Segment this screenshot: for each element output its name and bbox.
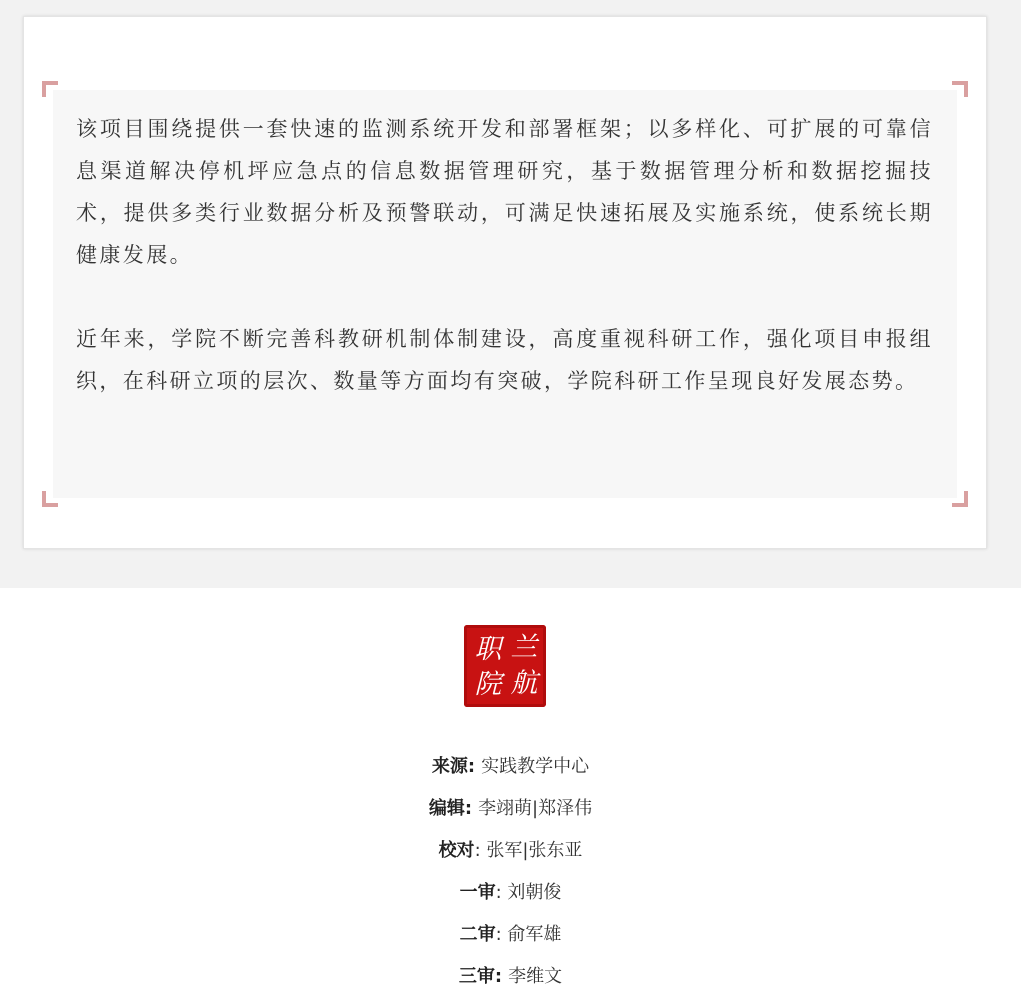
article-paragraph: 近年来，学院不断完善科教研机制体制建设，高度重视科研工作，强化项目申报组织，在科研立项的层次、数量等方面均有突破，学院科研工作呈现良好发展态势。: [76, 327, 933, 393]
credit-third-review: [0, 956, 1021, 998]
article-paragraph: 该项目围绕提供一套快速的监测系统开发和部署框架；以多样化、可扩展的可靠信息渠道解决停机坪应急点的信息数据管理研究，基于数据管理分析和数据挖掘技术，提供多类行业数据分析及预警联动，可满足快速拓展及实施系统，使系统长期健康发展。: [76, 117, 933, 267]
credit-value: 李翊萌|郑泽伟: [478, 798, 593, 819]
credit-label: 三审:: [458, 966, 503, 987]
credit-first-review: [0, 872, 1021, 914]
credit-proofreader: [0, 830, 1021, 872]
credit-source: [0, 746, 1021, 788]
credit-value: : 俞军雄: [495, 924, 562, 945]
credit-label: 一审: [459, 882, 496, 903]
credit-value: 李维文: [508, 966, 563, 987]
credit-value: 实践教学中心: [481, 756, 590, 777]
seal-character: 兰: [510, 632, 538, 663]
credit-editor: [0, 788, 1021, 830]
article-text-panel: [53, 90, 957, 498]
credit-label: 二审: [459, 924, 496, 945]
credit-label: 来源:: [431, 756, 476, 777]
credit-value: : 张军|张东亚: [474, 840, 583, 861]
seal-character: 职: [474, 634, 502, 665]
college-seal-logo: [464, 625, 546, 707]
seal-character: 航: [510, 668, 538, 699]
credit-label: 校对: [438, 840, 475, 861]
credits-block: [0, 746, 1021, 998]
seal-character: 院: [474, 669, 502, 700]
credit-second-review: [0, 914, 1021, 956]
credit-label: 编辑:: [428, 798, 473, 819]
credit-value: : 刘朝俊: [495, 882, 562, 903]
